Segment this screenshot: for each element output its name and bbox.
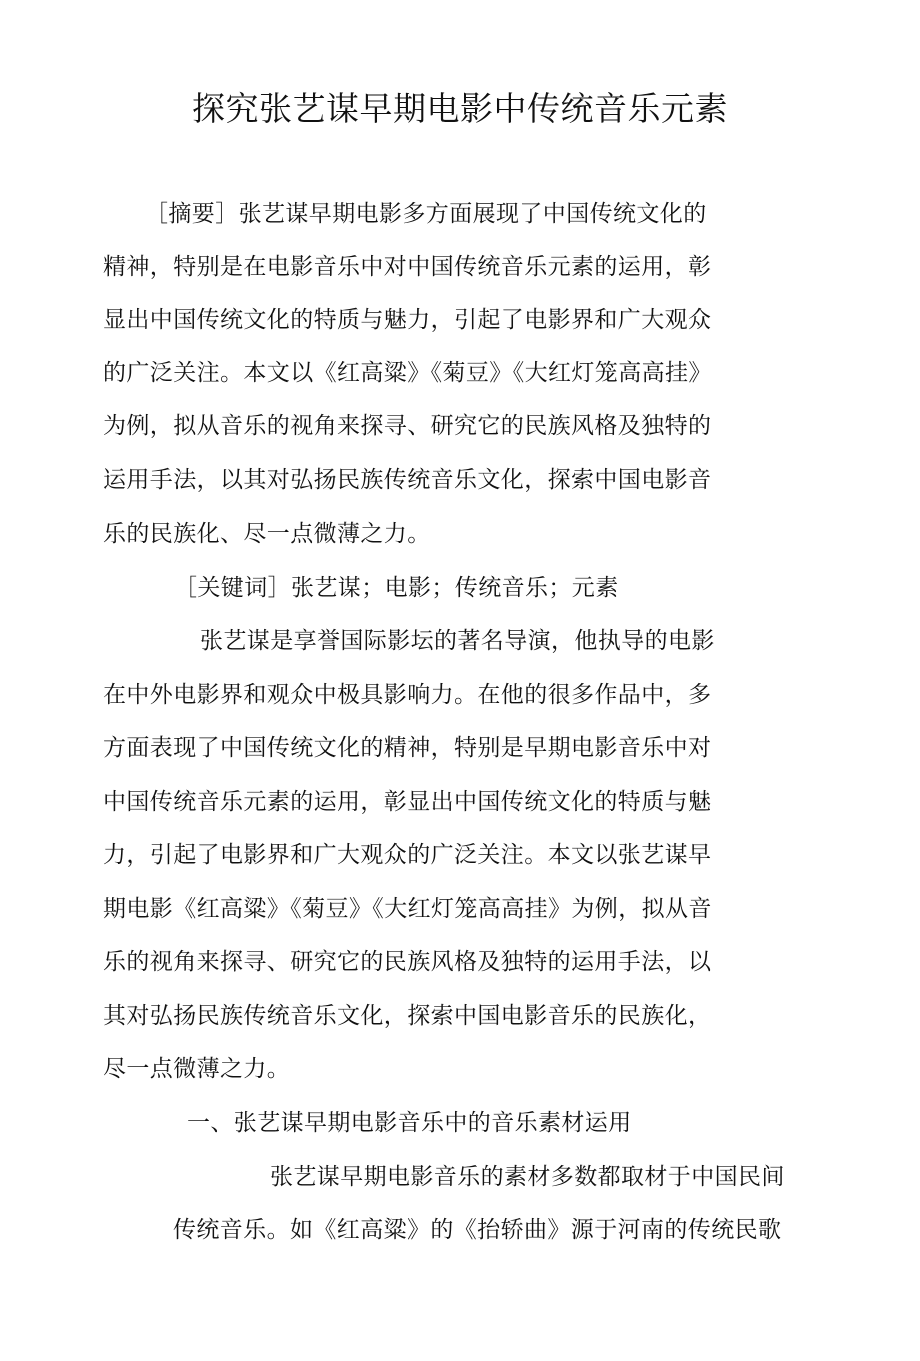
intro-line: 在中外电影界和观众中极具影响力。在他的很多作品中，多 — [103, 682, 712, 708]
intro-line: 期电影《红高粱》《菊豆》《大红灯笼高高挂》为例，拟从音 — [103, 896, 712, 922]
keywords-line: ［关键词］张艺谋；电影；传统音乐；元素 — [174, 575, 619, 601]
abstract-line: 乐的民族化、尽一点微薄之力。 — [103, 521, 431, 547]
section-heading: 一、张艺谋早期电影音乐中的音乐素材运用 — [187, 1110, 632, 1136]
abstract-line: 运用手法，以其对弘扬民族传统音乐文化，探索中国电影音 — [103, 467, 712, 493]
section1-line: 张艺谋早期电影音乐的素材多数都取材于中国民间 — [270, 1164, 785, 1190]
intro-line: 方面表现了中国传统文化的精神，特别是早期电影音乐中对 — [103, 735, 712, 761]
abstract-line: 显出中国传统文化的特质与魅力，引起了电影界和广大观众 — [103, 307, 712, 333]
intro-line: 张艺谋是享誉国际影坛的著名导演，他执导的电影 — [200, 628, 715, 654]
intro-line: 其对弘扬民族传统音乐文化，探索中国电影音乐的民族化， — [103, 1003, 712, 1029]
section1-line: 传统音乐。如《红高粱》的《抬轿曲》源于河南的传统民歌 — [173, 1217, 782, 1243]
abstract-line: ［摘要］张艺谋早期电影多方面展现了中国传统文化的 — [145, 201, 707, 227]
abstract-line: 为例，拟从音乐的视角来探寻、研究它的民族风格及独特的 — [103, 413, 712, 439]
intro-line: 尽一点微薄之力。 — [103, 1056, 291, 1082]
intro-line: 力，引起了电影界和广大观众的广泛关注。本文以张艺谋早 — [103, 842, 712, 868]
intro-line: 中国传统音乐元素的运用，彰显出中国传统文化的特质与魅 — [103, 789, 712, 815]
abstract-line: 的广泛关注。本文以《红高粱》《菊豆》《大红灯笼高高挂》 — [103, 360, 712, 386]
abstract-line: 精神，特别是在电影音乐中对中国传统音乐元素的运用，彰 — [103, 254, 712, 280]
document-title: 探究张艺谋早期电影中传统音乐元素 — [192, 89, 728, 128]
intro-line: 乐的视角来探寻、研究它的民族风格及独特的运用手法，以 — [103, 949, 712, 975]
